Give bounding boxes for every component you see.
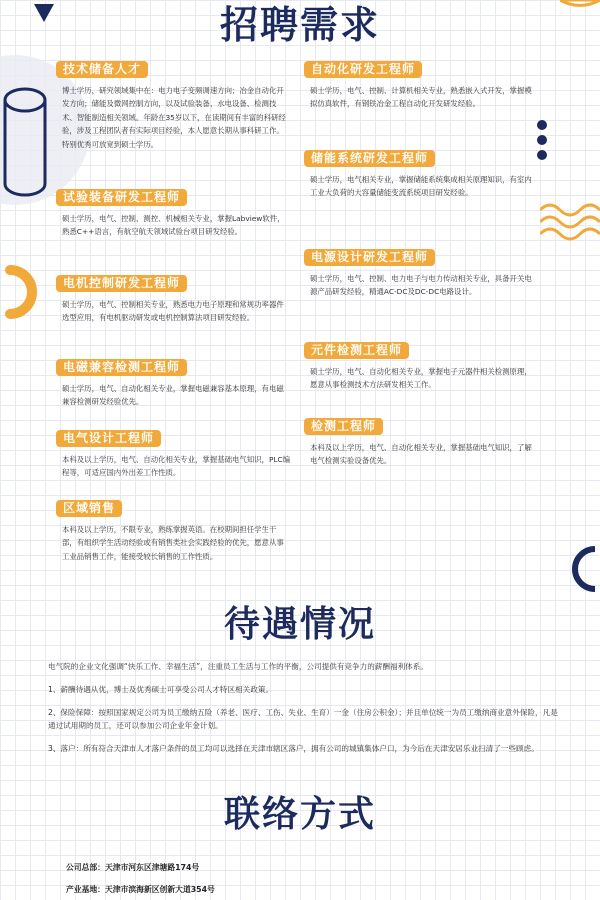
job-description: 硕士学历，电气、自动化相关专业，掌握电子元器件相关检测原理，愿意从事检测技术方法研发相关工作。 (310, 367, 532, 390)
job-description: 本科及以上学历，不限专业，熟练掌握英语。在校期间担任学生干部，有组织学生活动经验或有销售类社会实践经验的优先，愿意从事工业品销售工作，能接受较长销售的工作性质。 (62, 525, 284, 561)
job-title-tag: 电磁兼容检测工程师 (56, 359, 187, 376)
benefit-item: 1、薪酬待遇从优，博士及优秀硕士可享受公司人才特区相关政策。 (48, 684, 274, 694)
job-description: 硕士学历，电气、控制、测控、机械相关专业，掌握Labview软件，熟悉C++语言，有航空航天领域试验台项目研发经验。 (62, 214, 285, 237)
job-title-tag: 技术储备人才 (56, 61, 148, 78)
contact-title: 联络方式 (223, 794, 376, 835)
job-title-tag: 储能系统研发工程师 (304, 150, 435, 167)
job-item (304, 415, 539, 468)
job-item (304, 339, 539, 392)
job-item (56, 356, 291, 409)
job-item (304, 246, 539, 299)
job-title-tag: 电气设计工程师 (56, 430, 161, 447)
job-description: 本科及以上学历，电气、自动化相关专业，掌握基础电气知识，了解电气检测实验设备优先。 (310, 443, 532, 466)
orange-wave-decoration (540, 198, 600, 248)
job-description: 硕士学历，电气、控制相关专业，熟悉电力电子原理和常规功率器件选型应用，有电机驱动研发或电机控制算法项目研发经验。 (62, 300, 284, 323)
job-title-tag: 试验装备研发工程师 (56, 189, 187, 206)
scroll-cylinder-decoration (0, 86, 50, 198)
job-description: 硕士学历，电气、控制、计算机相关专业，熟悉嵌入式开发，掌握模拟仿真软件，有钢铁冶金工程自动化开发研发经验。 (310, 86, 532, 109)
navy-half-ring-decoration (555, 545, 600, 593)
benefits-title: 待遇情况 (223, 604, 376, 645)
job-item (56, 497, 291, 563)
job-item (304, 58, 539, 111)
job-description: 本科及以上学历，电气、自动化相关专业，掌握基础电气知识，PLC编程等，可适应国内外出差工作性质。 (62, 455, 291, 478)
job-title-tag: 元件检测工程师 (304, 342, 409, 359)
job-title-tag: 检测工程师 (304, 418, 383, 435)
job-title-tag: 区域销售 (56, 500, 122, 517)
job-description: 硕士学历，电气、控制、电力电子与电力传动相关专业，具备开关电源产品研发经验，精通AC-DC及DC-DC电路设计。 (310, 274, 532, 297)
contact-industrial-base: 产业基地：天津市滨海新区创新大道354号 (66, 885, 215, 894)
job-item (56, 272, 291, 325)
job-title-tag: 电机控制研发工程师 (56, 275, 187, 292)
benefits-intro: 电气院的企业文化强调“快乐工作、幸福生活”，注重员工生活与工作的平衡，公司提供有竞争力的薪酬福利体系。 (48, 662, 428, 671)
recruitment-title: 招聘需求 (219, 3, 380, 47)
orange-half-ring-decoration (0, 264, 40, 320)
job-title-tag: 自动化研发工程师 (304, 61, 422, 78)
job-description: 博士学历，研究领域集中在：电力电子变频调速方向；冶金自动化开发方向；储能及微网控制方向，以及试验装备、水电设备、检测技术、智能制造相关领域。年龄在35岁以下，在读期间有丰富的科研经验，涉及工程团队者有实际项目经验，本人愿意长期从事科研工作。特别优秀可放宽到硕士学历。 (62, 86, 286, 149)
job-item (56, 427, 291, 480)
job-item (56, 186, 291, 239)
job-title-tag: 电源设计研发工程师 (304, 249, 435, 266)
job-item (56, 58, 291, 151)
job-item (304, 147, 539, 200)
job-description: 硕士学历，电气、自动化相关专业，掌握电磁兼容基本原理，有电磁兼容检测研发经验优先。 (62, 384, 284, 407)
contact-headquarters: 公司总部：天津市河东区津塘路174号 (66, 863, 200, 872)
benefit-item: 2、保险保障：按照国家规定公司为员工缴纳五险（养老、医疗、工伤、失业、生育）一金（住房公积金）；并且单位统一为员工缴纳商业意外保险，凡是通过试用期的员工，还可以参加公司企业年金计划。 (48, 707, 558, 731)
job-description: 硕士学历，电气相关专业，掌握储能系统集成相关原理知识，有室内工业大负荷的大容量储能变流系统项目研发经验。 (310, 175, 532, 198)
benefits-text (48, 660, 564, 765)
benefit-item: 3、落户：所有符合天津市人才落户条件的员工均可以选择在天津市辖区落户，拥有公司的城镇集体户口，为今后在天津安居乐业扫清了一些顾虑。 (48, 744, 539, 754)
